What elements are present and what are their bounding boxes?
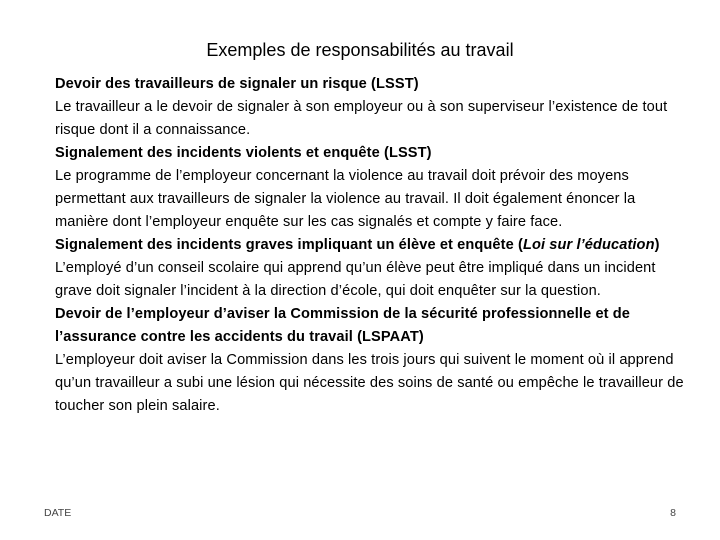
section-body: Le travailleur a le devoir de signaler à son employeur ou à son superviseur l’existence de tout risque dont il a connaissance. bbox=[55, 99, 668, 138]
section-heading: Devoir de l’employeur d’aviser la Commission de la sécurité professionnelle et de l’assurance contre les accidents du travail (LSPAAT) bbox=[55, 306, 631, 345]
section-heading-close: ) bbox=[654, 237, 660, 253]
law-name: Loi sur l’éducation bbox=[522, 237, 655, 253]
section-body: Le programme de l’employeur concernant la violence au travail doit prévoir des moyens permettant aux travailleurs de signaler la violence au travail. Il doit également énoncer la manière dont l’employeur enquête sur les cas signalés et compte y faire face. bbox=[55, 168, 636, 230]
section-body: L’employé d’un conseil scolaire qui apprend qu’un élève peut être impliqué dans un incident grave doit signaler l’incident à la direction d’école, qui doit enquêter sur la question. bbox=[55, 260, 656, 299]
section-heading: Devoir des travailleurs de signaler un risque (LSST) bbox=[55, 76, 419, 92]
footer-date: DATE bbox=[44, 507, 72, 519]
slide-content bbox=[55, 73, 685, 418]
section-heading bbox=[55, 234, 685, 257]
slide-title: Exemples de responsabilités au travail bbox=[206, 40, 514, 60]
section-heading-text: Signalement des incidents graves impliquant un élève et enquête ( bbox=[55, 237, 523, 253]
section-heading: Signalement des incidents violents et enquête (LSST) bbox=[55, 145, 432, 161]
page-number: 8 bbox=[670, 507, 676, 519]
section-body: L’employeur doit aviser la Commission dans les trois jours qui suivent le moment où il apprend qu’un travailleur a subi une lésion qui nécessite des soins de santé ou empêche le travailleur de toucher son plein salaire. bbox=[55, 352, 684, 414]
